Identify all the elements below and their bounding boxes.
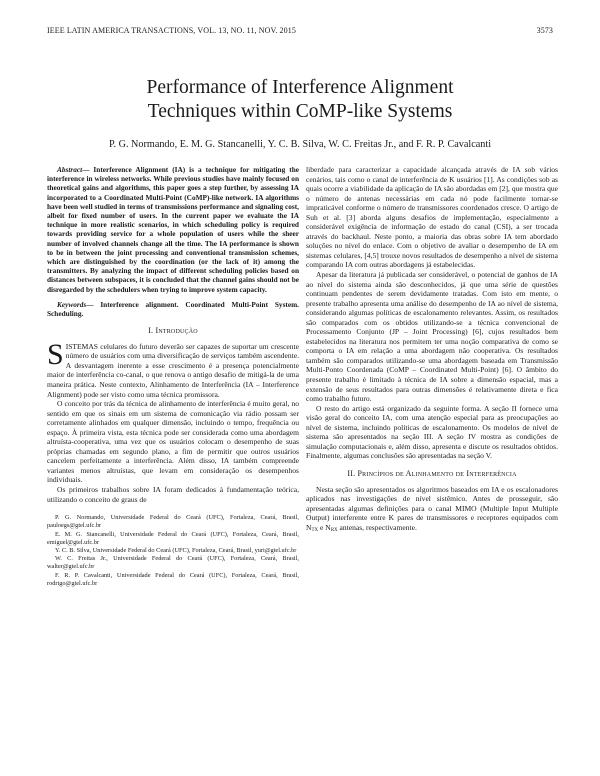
intro-paragraph-4: Apesar da literatura já publicada ser considerável, o potencial de ganhos de IA ao nível do sistema ainda são desconhecidos, já que uma série de questões continuam pendentes de serem devidamente tratadas. Com isto em mente, o presente trabalho apresenta uma análise do desempenho de IA ao nível de sistema, considerando algumas políticas de escalonamento relevantes. Assim, os resultados são comparados com os obtidos utilizando-se a técnica convencional de Processamento Conjunto (JP – Joint Processing) [6], cujos resultados bem estabelecidos na literatura nos permitem ter uma noção comparativa de como se comporta o IA em relação a uma abordagem não cooperativa. Os resultados também são comparados utilizando-se uma abordagem baseada em Transmissão Multi-Ponto Coordenada (CoMP – Coordinated Multi-Point) [6]. O âmbito do presente trabalho é limitado à técnica de IA sobre a dimensão espacial, mas a extensão de seus resultados para outras dimensões é relativamente direta e fica como trabalho futuro. [306,270,558,404]
paper-title [40,76,560,124]
keywords-text: — Interference alignment. Coordinated Multi-Point System. Scheduling. [47,299,299,319]
keywords [47,300,299,318]
section-2-end: antenas, respectivamente. [337,522,417,532]
drop-cap: S [47,337,64,371]
abstract [47,165,299,294]
section-2-paragraph-1 [306,485,558,536]
section-2-numeral: II. [347,468,356,478]
abstract-text: — Interference Alignment (IA) is a technique for mitigating the interference in wireless networks. While previous studies have mainly focused on theoretical gains and algorithms, this paper goes a step further, by assessing IA incorporated to a Coordinated Multi-Point (CoMP)-like network. IA algorithms have been well studied in terms of transmissions performance and signaling cost, albeit for fixed number of users. In the current paper we evaluate the IA technique in more realistic scenarios, in which scheduling policy is required towards providing service for a whole population of users while the sheer number of involved channels change all the time. The IA performance is shown to be in between the joint processing and conventional transmission schemes, which are distinguished by the coordination (or the lack of it) among the transmitters. By analyzing the impact of different scheduling policies based on distances between subspaces, it is concluded that the channel gains should not be disregarded by the schedulers when trying to improve system capacity. [47,165,299,294]
footnote-5: F. R. P. Cavalcanti, Universidade Federal do Ceará (UFC), Fortaleza, Ceará, Brasil, rodrigo@gtel.ufc.br [47,571,299,587]
keywords-label: Keywords [57,299,87,309]
left-column [47,165,299,588]
journal-name: IEEE LATIN AMERICA TRANSACTIONS, VOL. 13, NO. 11, NOV. 2015 [47,26,296,35]
footnote-2: E. M. G. Stancanelli, Universidade Federal do Ceará (UFC), Fortaleza, Ceará, Brasil, emiguel@gtel.ufc.br [47,530,299,546]
title-line-2: Techniques within CoMP-like Systems [147,101,453,122]
section-1-heading [47,326,299,336]
intro-paragraph-3-cont: liberdade para caracterizar a capacidade alcançada através de IA sob vários cenários, tais como o canal de interferência de K usuários [1]. As condições sob as quais ocorre a viabilidade da aplicação de IA são abordadas em [2], que mostra que o número de antenas necessárias em cada nó pode facilmente tornar-se impraticável conforme o número de transmissores coordenados cresce. O artigo de Suh et al. [3] aborda alguns desafios de implementação, especialmente a considerável exigência de informação de estado do canal (CSI), a ser trocada através do backhaul. Neste ponto, a maioria das obras sobre IA tem abordado soluções no nível do enlace. Com o objetivo de avaliar o desempenho de IA em sistemas celulares, [4,5] trouxe novos resultados de desempenho a nível de sistema comparando IA com outras abordagens já estabelecidas. [306,165,558,270]
right-column [306,165,558,535]
subscript-rx: RX [330,527,338,533]
section-2-heading [306,469,558,479]
section-1-numeral: I. [148,326,154,336]
intro-paragraph-2: O conceito por trás da técnica de alinhamento de interferência é muito geral, no sentido em que os sinais em um sistema de comunicação via rádio possam ser corretamente alinhados em qualquer dimensão, incluindo o tempo, frequência ou espaço. À primeira vista, esta técnica pode ser considerada como uma abordagem altruísta-cooperativa, uma vez que os usuários colocam o desempenho de suas próprias chamadas em segundo plano, a fim de permitir que outros usuários cancelem perfeitamente a interferência. Além disso, IA também compreende variantes menos altruístas, que levam em consideração os desempenhos individuais. [47,399,299,485]
author-footnotes [47,514,299,588]
page-number: 3573 [536,26,553,35]
footnote-4: W. C. Freitas Jr., Universidade Federal do Ceará (UFC), Fortaleza, Ceará, Brasil, walter@gtel.ufc.br [47,555,299,571]
intro-paragraph-1-text: ISTEMAS celulares do futuro deverão ser capazes de suportar um crescente número de usuários com uma diversificação de serviços também ascendente. A desvantagem inerente a esse crescimento é a presença potencialmente maior de interferência co-canal, o que renova o antigo desafio de mitigá-la de uma maneira prática. Neste contexto, Alinhamento de Interferência (IA – Interference Alignment) pode ser visto como uma técnica promissora. [47,341,299,399]
intro-paragraph-1 [47,337,299,399]
running-header [47,26,553,38]
title-line-1: Performance of Interference Alignment [146,77,454,98]
section-2-mid: e N [318,522,331,532]
author-list: P. G. Normando, E. M. G. Stancanelli, Y. C. B. Silva, W. C. Freitas Jr., and F. R. P. Cavalcanti [108,139,492,150]
footnote-1: P. G. Normando, Universidade Federal do Ceará (UFC), Fortaleza, Ceará, Brasil, pauloegs@gtel.ufc.br [47,514,299,530]
intro-paragraph-5: O resto do artigo está organizado da seguinte forma. A seção II fornece uma visão geral do conceito IA, com uma atenção especial para as preocupações ao nível de sistema, incluindo políticas de escalonamento. Os modelos de nível de sistema são apresentados na seção III. A seção IV mostra as condições de simulação computacionais e, além disso, apresenta e discute os resultados obtidos. Finalmente, algumas conclusões são apresentadas na seção V. [306,403,558,461]
subscript-tx: TX [311,527,319,533]
section-2-title: Princípios de Alinhamento de Interferência [357,468,517,478]
intro-paragraph-3-start: Os primeiros trabalhos sobre IA foram dedicados à fundamentação teórica, utilizando o conceito de graus de [47,485,299,504]
footnote-3: Y. C. B. Silva, Universidade Federal do Ceará (UFC), Fortaleza, Ceará, Brasil, yuri@gtel.ufc.br [55,546,297,554]
abstract-label: Abstract [57,165,83,174]
section-2-paragraph-1-text: Nesta seção são apresentados os algoritmos baseados em IA e os escalonadores aplicados nas investigações de nível sistêmico. Antes de prosseguir, são apresentadas algumas definições para o canal MIMO (Multiple Input Multiple Output) interferente entre K pares de transmissores e receptores equipados com N [306,484,558,532]
section-1-title: Introdução [155,326,198,336]
